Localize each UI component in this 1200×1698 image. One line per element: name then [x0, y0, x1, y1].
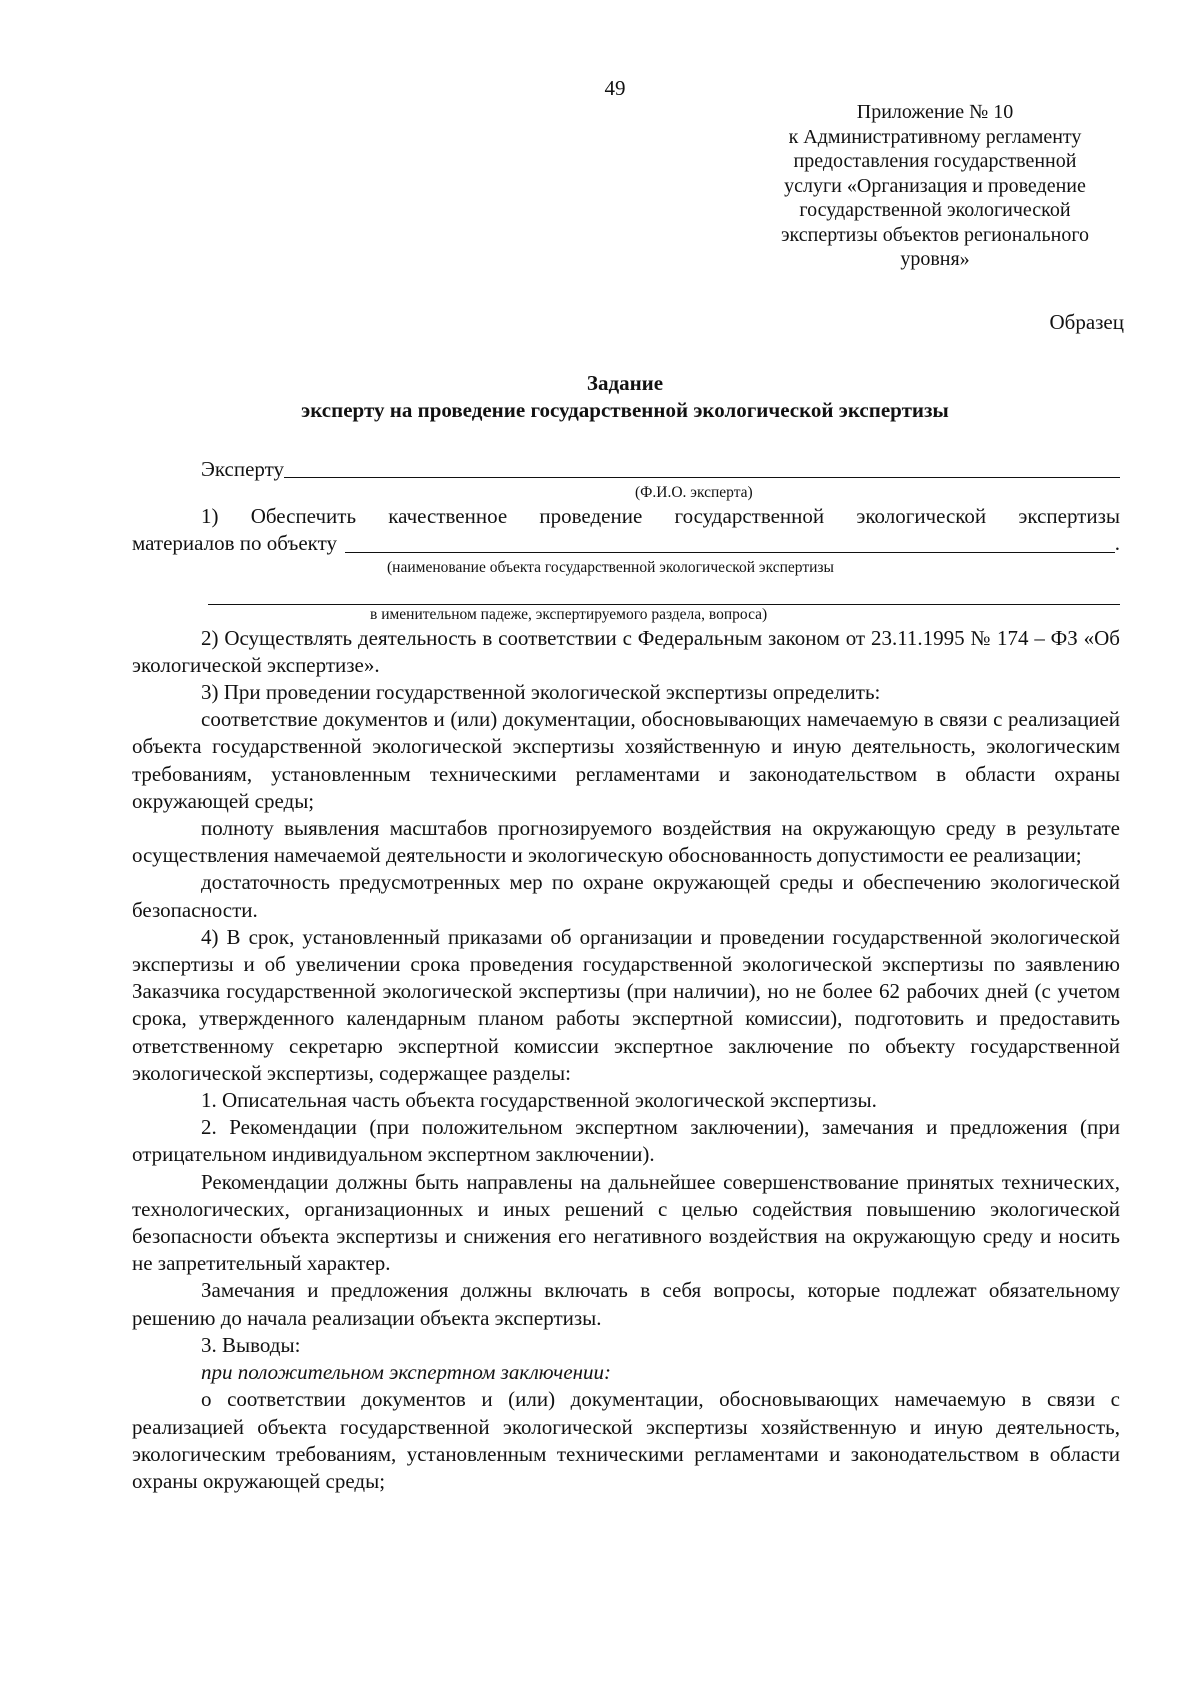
document-title — [130, 370, 1120, 424]
object-row — [132, 530, 1120, 557]
paragraph-3a: соответствие документов и (или) документации, обосновывающих намечаемую в связи с реализацией объекта государственной экологической экспертизы хозяйственную и иную деятельность, экологическим требованиям, установленным техническими регламентами и законодательством в области охраны окружающей среды; — [132, 707, 1120, 813]
appendix-line: предоставления государственной — [793, 150, 1077, 172]
appendix-line: к Административному регламенту — [788, 125, 1082, 148]
appendix-line: Приложение № 10 — [856, 101, 1014, 123]
paragraph-3: 3) При проведении государственной экологической экспертизы определить: — [201, 680, 881, 705]
section-2a: Рекомендации должны быть направлены на дальнейшее совершенствование принятых технических, технологических, организационных и иных решений с целью содействия повышению экологической безопасности объекта экспертизы и снижения его негативного воздействия на окружающую среду и носить не запретительный характер. — [132, 1169, 1120, 1276]
object-row-end: . — [1114, 531, 1120, 556]
paragraph-3c: достаточность предусмотренных мер по охране окружающей среды и обеспечению экологической безопасности. — [132, 870, 1120, 922]
appendix-line: экспертизы объектов регионального — [780, 223, 1090, 246]
appendix-line: государственной экологической — [799, 199, 1071, 221]
expert-name-field[interactable] — [284, 457, 1120, 478]
object-extra-field[interactable] — [208, 578, 1120, 605]
section-3: 3. Выводы: — [201, 1332, 301, 1357]
object-label: материалов по объекту — [132, 531, 337, 556]
appendix-line: услуги «Организация и проведение — [784, 174, 1086, 197]
expert-label: Эксперту — [201, 457, 285, 481]
title-line-1: Задание — [586, 371, 664, 395]
object-name-field[interactable] — [345, 532, 1115, 553]
paragraph-4: 4) В срок, установленный приказами об организации и проведении государственной экологической экспертизы и об увеличении срока проведения государственной экологической экспертизы по заявлению Заказчика государственной экологической экспертизы (при наличии), но не более 62 рабочих дней (с учетом срока, утвержденного календарным планом работы экспертной комиссии), подготовить и предоставить ответственному секретарю экспертной комиссии экспертное заключение по объекту государственной экологической экспертизы, содержащее разделы: — [132, 924, 1120, 1085]
appendix-line: уровня» — [900, 248, 970, 270]
sample-label: Образец — [1049, 310, 1124, 334]
section-3-italic: при положительном экспертном заключении: — [201, 1360, 612, 1385]
section-2b: Замечания и предложения должны включать в себя вопросы, которые подлежат обязательному решению до начала реализации объекта экспертизы. — [132, 1278, 1120, 1330]
appendix-block — [740, 100, 1130, 272]
title-line-2: эксперту на проведение государственной экологической экспертизы — [301, 398, 949, 422]
section-3a: о соответствии документов и (или) документации, обосновывающих намечаемую в связи с реализацией объекта государственной экологической экспертизы хозяйственную и иную деятельность, экологическим требованиям, установленным техническими регламентами и законодательством в области охраны окружающей среды; — [132, 1387, 1120, 1493]
section-2: 2. Рекомендации (при положительном экспертном заключении), замечания и предложения (при отрицательном индивидуальном экспертном заключении). — [132, 1115, 1120, 1167]
object-caption-1: (наименование объекта государственной экологической экспертизы — [387, 558, 834, 576]
paragraph-2: 2) Осуществлять деятельность в соответствии с Федеральным законом от 23.11.1995 № 174 – ФЗ «Об экологической экспертизе». — [132, 625, 1120, 677]
section-1: 1. Описательная часть объекта государственной экологической экспертизы. — [201, 1088, 877, 1113]
expert-row — [132, 456, 1120, 483]
item-1-line-1: 1) Обеспечить качественное проведение государственной экологической экспертизы — [201, 504, 1120, 529]
paragraph-3b: полноту выявления масштабов прогнозируемого воздействия на окружающую среду в результате осуществления намечаемой деятельности и экологическую обоснованность допустимости ее реализации; — [132, 816, 1120, 868]
expert-caption: (Ф.И.О. эксперта) — [635, 484, 753, 502]
document-body — [132, 456, 1120, 1495]
page-number: 49 — [604, 76, 626, 100]
object-caption-2: в именительном падеже, экспертируемого раздела, вопроса) — [370, 605, 768, 623]
